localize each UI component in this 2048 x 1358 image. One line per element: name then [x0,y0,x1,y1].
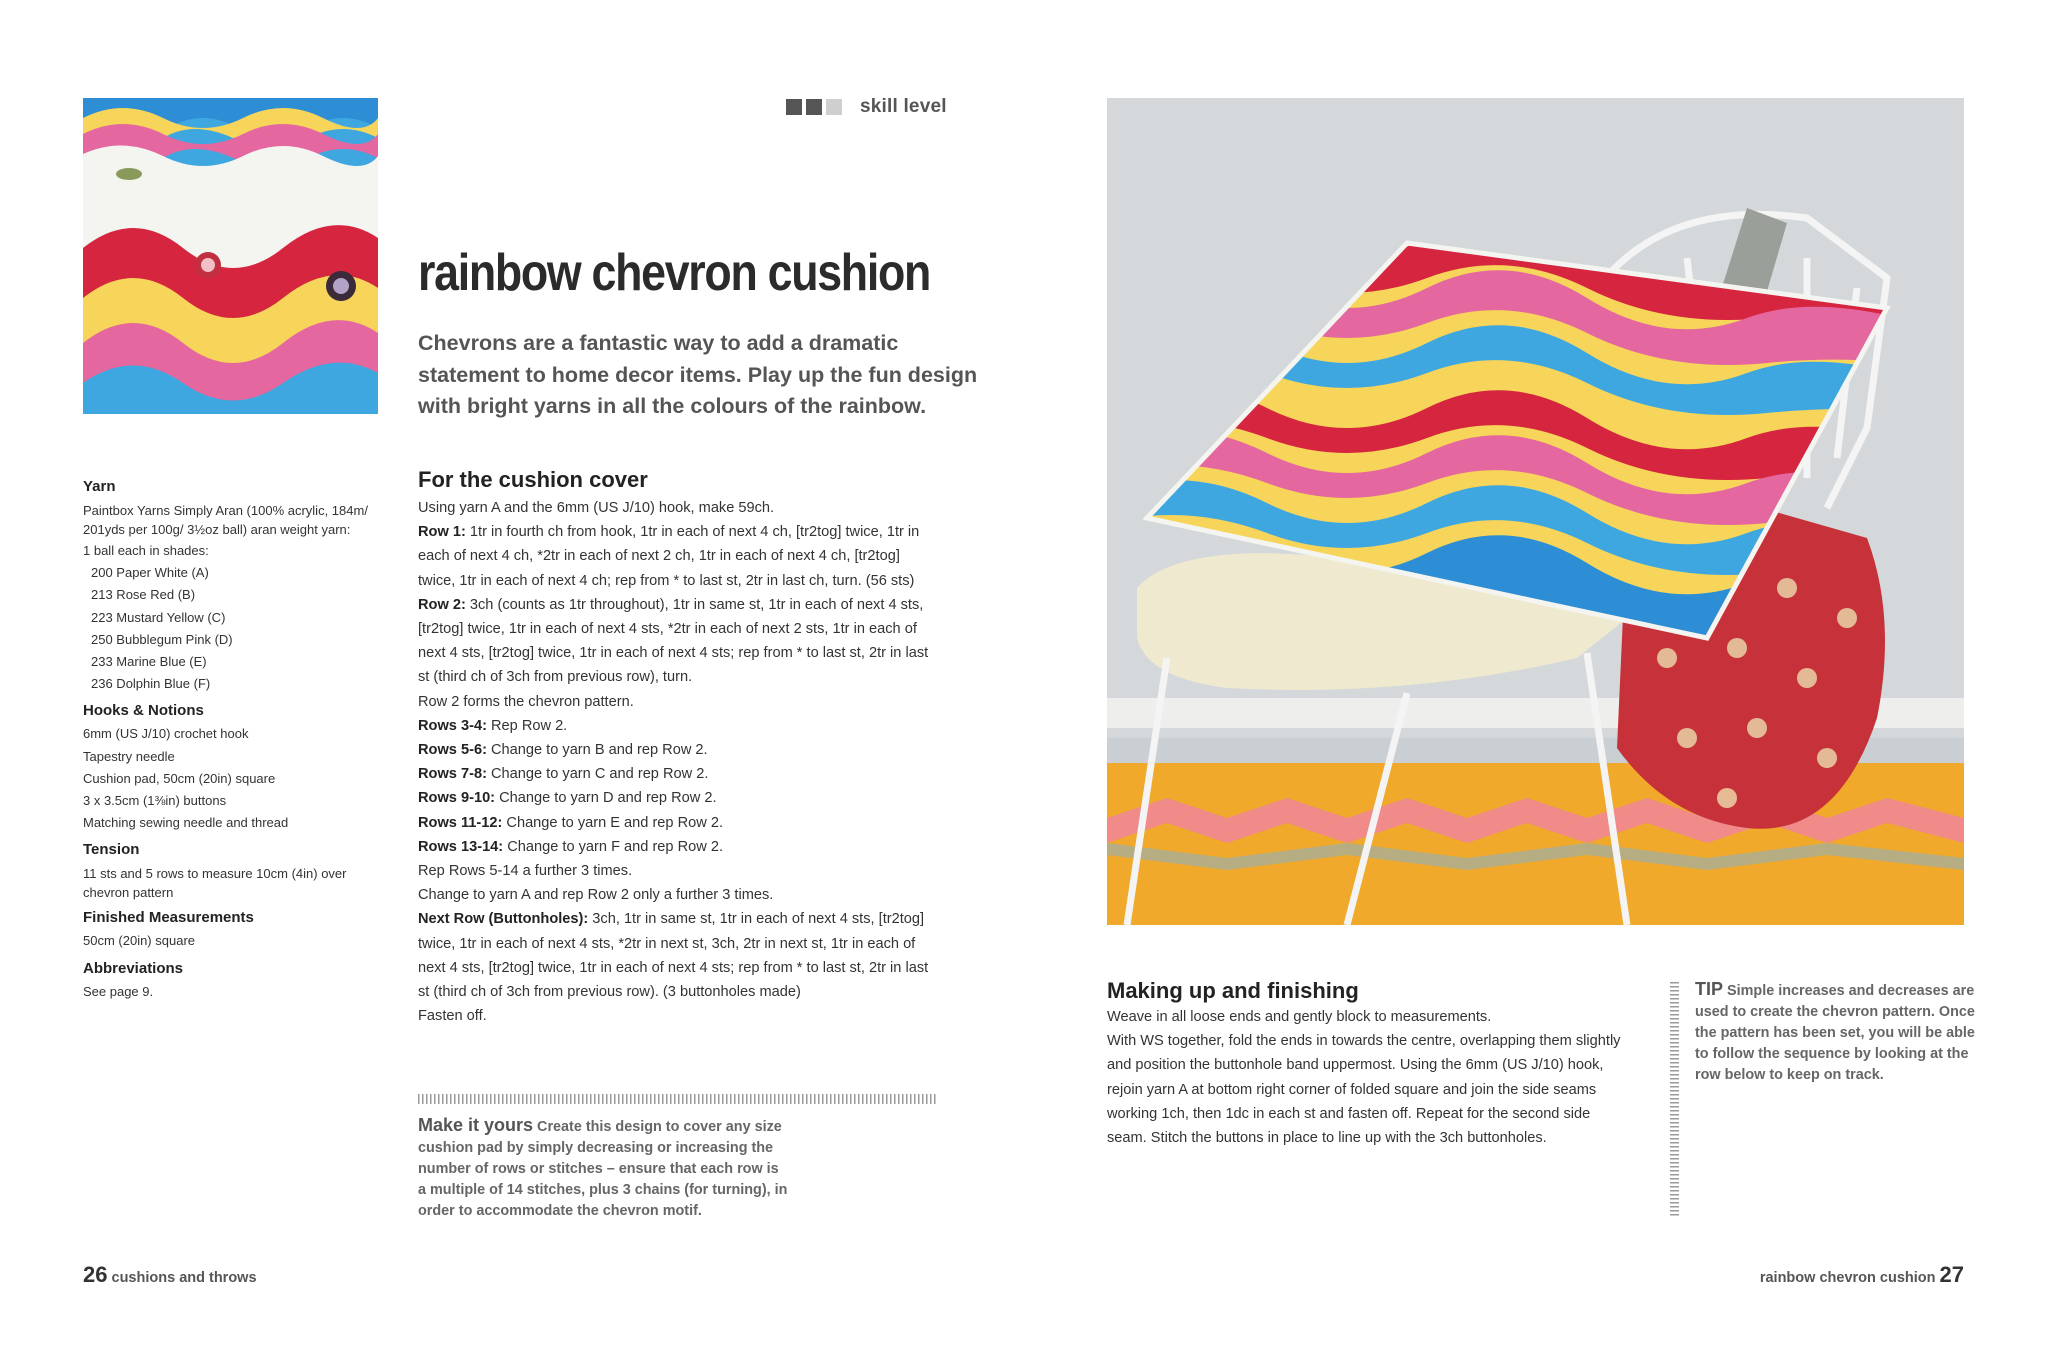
yarn-shade: 213 Rose Red (B) [91,587,196,603]
pattern-heading: For the cushion cover [418,467,648,492]
pattern-row: Rows 11-12: Change to yarn E and rep Row 2. [418,814,724,831]
finishing-p1: Weave in all loose ends and gently block to measurements. [1107,1009,1492,1025]
section-name-left: cushions and throws [111,1270,257,1286]
skill-square-filled [806,99,822,115]
hooks-item: Tapestry needle [83,748,175,764]
pattern-row: Rows 9-10: Change to yarn D and rep Row 2. [418,790,717,807]
hooks-item: Matching sewing needle and thread [83,815,289,831]
pattern-change-a: Change to yarn A and rep Row 2 only a further 3 times. [418,887,774,904]
yarn-shade: 200 Paper White (A) [91,565,209,581]
finished-text: 50cm (20in) square [83,933,195,949]
skill-level-label: skill level [860,96,947,117]
pattern-instructions [418,466,938,1028]
skill-level [786,96,947,118]
intro-text: Chevrons are a fantastic way to add a dramatic statement to home decor items. Play up the fun design with bright yarns in all the colours of the rainbow. [418,331,978,418]
skill-square-empty [826,99,842,115]
folio-right [1760,1262,1964,1288]
pattern-next-row: Next Row (Buttonholes): 3ch, 1tr in same st, 1tr in each of next 4 sts, [tr2tog] twice, 1tr in each of next 4 sts, *2tr in next st, 3ch, 2tr in next st, 1tr in each of next 4 sts, [tr2tog] twice, 1tr in each of next 4 sts; rep from * to last st, 2tr in last st (third ch of 3ch from previous row). (3 buttonholes made) [418,911,929,1001]
finishing-p2: With WS together, fold the ends in towards the centre, overlapping them slightly and position the buttonhole band uppermost. Using the 6mm (US J/10) hook, rejoin yarn A at bottom right corner of folded square and join the side seams working 1ch, then 1dc in each st and fasten off. Repeat for the second side seam. Stitch the buttons in place to line up with the 3ch buttonholes. [1107,1033,1621,1147]
yarn-heading: Yarn [83,478,116,495]
finishing-heading: Making up and finishing [1107,978,1359,1003]
folio-left [83,1262,257,1288]
yarn-shade: 250 Bubblegum Pink (D) [91,631,233,647]
dotted-divider [418,1094,936,1104]
pattern-row: Rows 13-14: Change to yarn F and rep Row 2. [418,838,724,855]
abbreviations-heading: Abbreviations [83,959,184,977]
materials-sidebar [83,471,373,1003]
page-title: rainbow chevron cushion [418,244,931,302]
hooks-heading: Hooks & Notions [83,702,204,720]
tip-lead: TIP [1695,979,1724,999]
section-name-right: rainbow chevron cushion [1759,1270,1936,1286]
cushion-on-chair-photo [1107,98,1964,925]
yarn-shade: 223 Mustard Yellow (C) [91,609,226,625]
pattern-row-2: Row 2: 3ch (counts as 1tr throughout), 1tr in same st, 1tr in each of next 4 sts, [tr2tog] twice, 1tr in each of next 4 sts, *2tr in each of next 2 sts, 1tr in each of next 4 sts, [tr2tog] twice, 1tr in each of next 4 sts; rep from * to last st, 2tr in last st (third ch of 3ch from previous row), turn. [418,596,929,686]
pattern-row-1: Row 1: 1tr in fourth ch from hook, 1tr in each of next 4 ch, [tr2tog] twice, 1tr in each of next 4 ch, *2tr in each of next 2 ch, 1tr in each of next 4 ch, [tr2tog] twice, 1tr in each of next 4 ch; rep from * to last st, 2tr in last ch, turn. (56 sts) [418,524,920,589]
tension-text: 11 sts and 5 rows to measure 10cm (4in) over chevron pattern [83,866,347,900]
pattern-forms: Row 2 forms the chevron pattern. [418,693,634,710]
finishing-section [1107,977,1627,1150]
hooks-item: Cushion pad, 50cm (20in) square [83,770,276,786]
skill-square-filled [786,99,802,115]
yarn-desc: Paintbox Yarns Simply Aran (100% acrylic, 184m/ 201yds per 100g/ 3½oz ball) aran weight yarn: [83,503,368,537]
hooks-item: 6mm (US J/10) crochet hook [83,726,249,742]
pattern-row: Rows 7-8: Change to yarn C and rep Row 2. [418,766,709,783]
tip-dotted-bar [1670,982,1679,1218]
pattern-start: Using yarn A and the 6mm (US J/10) hook, make 59ch. [418,500,775,516]
page-number-left: 26 [83,1262,108,1287]
yarn-shade: 233 Marine Blue (E) [91,654,207,670]
yarn-qty: 1 ball each in shades: [83,543,209,558]
make-it-yours-lead: Make it yours [418,1115,534,1135]
abbreviations-text: See page 9. [83,983,154,999]
tip-box [1695,979,1975,1086]
yarn-shade: 236 Dolphin Blue (F) [91,676,211,692]
make-it-yours-text: Create this design to cover any size cushion pad by simply decreasing or increasing the number of rows or stitches – ensure that each row is a multiple of 14 stitches, plus 3 chains (for turning), in order to accommodate the chevron motif. [418,1119,788,1219]
pattern-rep-rows: Rep Rows 5-14 a further 3 times. [418,863,633,880]
pattern-row: Rows 5-6: Change to yarn B and rep Row 2. [418,742,708,759]
page-number-right: 27 [1939,1262,1964,1287]
hooks-item: 3 x 3.5cm (1⅜in) buttons [83,793,227,809]
pattern-fasten: Fasten off. [418,1008,487,1025]
tip-text: Simple increases and decreases are used to create the chevron pattern. Once the pattern has been set, you will be able to follow the sequence by looking at the row below to keep on track. [1695,983,1975,1083]
pattern-row: Rows 3-4: Rep Row 2. [418,717,568,734]
make-it-yours-box [418,1115,788,1222]
tension-heading: Tension [83,841,140,859]
cushion-closeup-photo [83,98,378,414]
finished-heading: Finished Measurements [83,909,254,927]
